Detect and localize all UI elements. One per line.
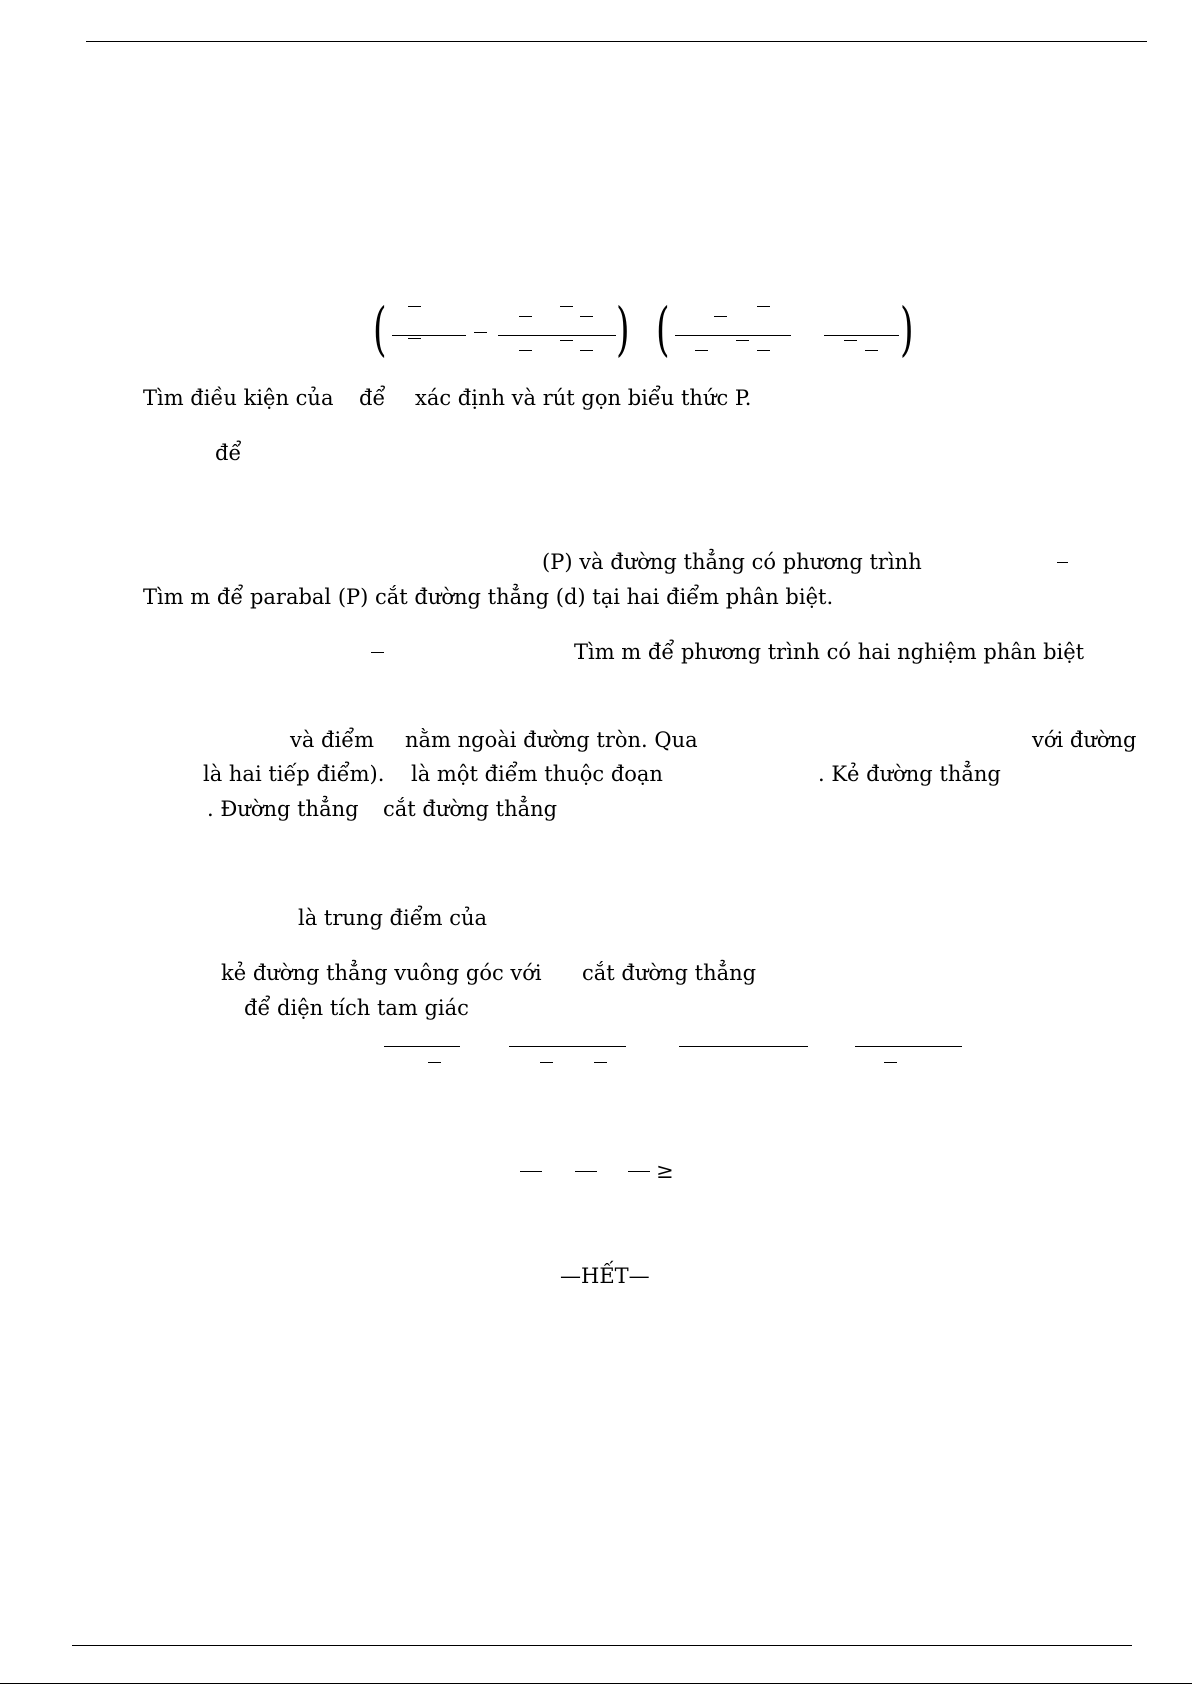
frac-bar (824, 335, 899, 336)
frac-bar (520, 1171, 542, 1172)
frac-bar (628, 1171, 650, 1172)
q3-p1b: nằm ngoài đường tròn. Qua (405, 728, 698, 752)
right-paren-1: ) (616, 295, 630, 363)
q3-p2b: là một điểm thuộc đoạn (411, 762, 663, 786)
frac-dash (757, 306, 770, 307)
frac-dash (408, 306, 421, 307)
left-paren-1: ( (373, 295, 387, 363)
geq-sign: ≥ (656, 1159, 674, 1183)
frac-dash (580, 316, 593, 317)
frac-dash (714, 316, 727, 317)
frac-bar (675, 335, 791, 336)
frac-bar (384, 1046, 460, 1047)
q3-p5a: kẻ đường thẳng vuông góc với (221, 961, 542, 985)
q1-rest: xác định và rút gọn biểu thức P. (415, 386, 752, 410)
frac-dash (736, 340, 749, 341)
right-paren-2: ) (900, 295, 914, 363)
frac-bar (575, 1171, 597, 1172)
q3-p2c: . Kẻ đường thẳng (818, 762, 1001, 786)
frac-dash (865, 350, 878, 351)
q3-p1c: với đường (1032, 728, 1137, 752)
q3-p2a: là hai tiếp điểm). (203, 762, 385, 786)
header-rule (86, 41, 1147, 42)
q1-de: để (359, 386, 386, 410)
frac-dash (594, 1062, 607, 1063)
q1-intro: Tìm điều kiện của (143, 386, 334, 410)
frac-bar (509, 1046, 626, 1047)
frac-dash (428, 1062, 441, 1063)
frac-dash (844, 340, 857, 341)
frac-bar (679, 1046, 808, 1047)
frac-bar (392, 335, 466, 336)
frac-dash (580, 350, 593, 351)
frac-dash (519, 316, 532, 317)
frac-dash (695, 350, 708, 351)
frac-bar (498, 335, 616, 336)
q3-p3b: cắt đường thẳng (383, 797, 558, 821)
frac-dash (884, 1062, 897, 1063)
frac-bar (855, 1046, 962, 1047)
frac-dash (540, 1062, 553, 1063)
left-paren-2: ( (656, 295, 670, 363)
frac-dash (757, 350, 770, 351)
q3-p3a: . Đường thẳng (207, 797, 359, 821)
frac-dash (408, 338, 421, 339)
q1b-de: để (215, 441, 242, 465)
q2-line2: Tìm m để parabal (P) cắt đường thẳng (d) tại hai điểm phân biệt. (143, 585, 834, 609)
minus-sign (1057, 562, 1068, 563)
minus-sign (474, 332, 487, 333)
end-marker: —HẾT— (560, 1264, 650, 1288)
q2-line1: (P) và đường thẳng có phương trình (542, 550, 922, 574)
frac-dash (560, 306, 573, 307)
q2-line3: Tìm m để phương trình có hai nghiệm phân biệt (574, 640, 1085, 664)
q3-p5b: cắt đường thẳng (582, 961, 757, 985)
page-edge-rule (0, 1683, 1192, 1684)
q3-p4: là trung điểm của (298, 906, 488, 930)
frac-dash (519, 350, 532, 351)
minus-sign (371, 652, 384, 653)
footer-rule (72, 1645, 1132, 1646)
q3-p1a: và điểm (290, 728, 375, 752)
q3-p6: để diện tích tam giác (244, 996, 469, 1020)
frac-dash (560, 340, 573, 341)
